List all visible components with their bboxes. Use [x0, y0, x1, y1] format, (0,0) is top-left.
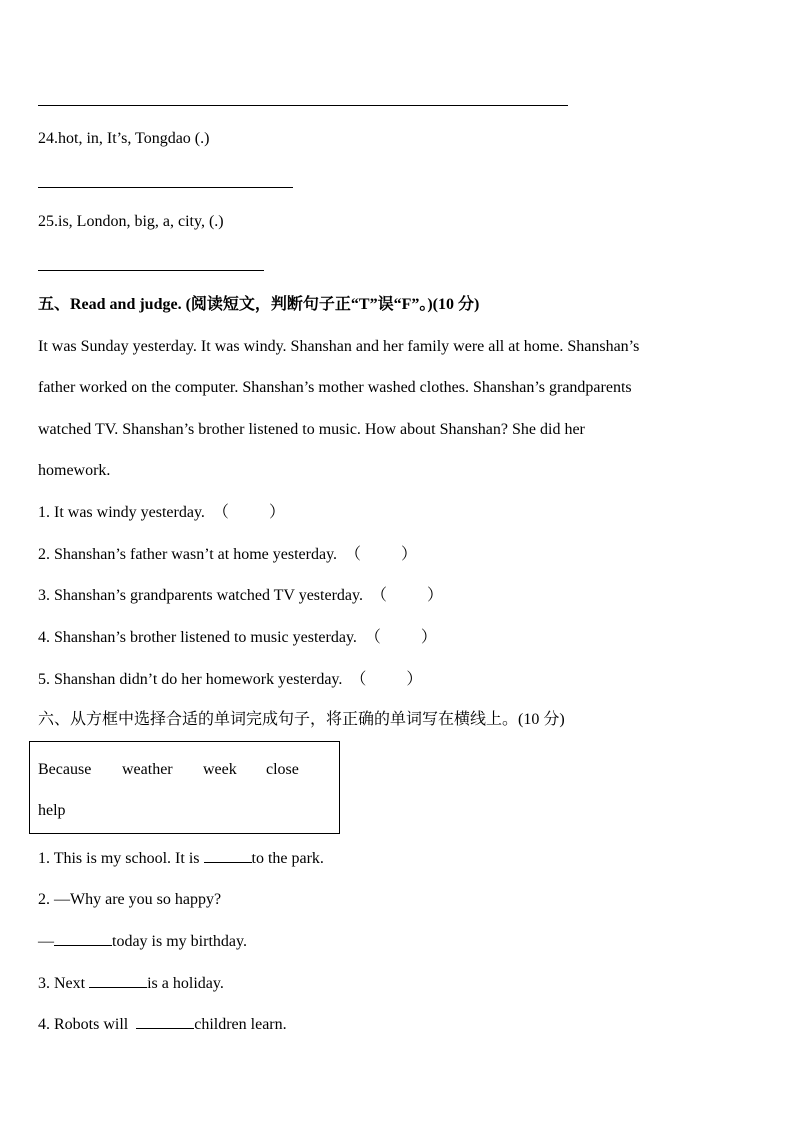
answer-paren-open[interactable]: （ [212, 504, 229, 521]
word-option: week [203, 761, 237, 778]
fill-question-text: is a holiday. [147, 975, 224, 992]
judge-item-5 [38, 670, 422, 690]
fill-question-text: 3. Next [38, 975, 90, 992]
passage-line-2: father worked on the computer. Shanshan’s mother washed clothes. Shanshan’s grandparents [38, 379, 632, 396]
fill-question-text: to the park. [251, 850, 324, 867]
answer-paren-close: ） [268, 504, 285, 521]
judge-item-text: 1. It was windy yesterday. [38, 504, 205, 521]
word-option: help [38, 802, 66, 819]
answer-line-25 [38, 270, 264, 271]
judge-item-text: 2. Shanshan’s father wasn’t at home yesterday. [38, 546, 338, 563]
answer-line-23 [38, 105, 568, 106]
passage-line-1: It was Sunday yesterday. It was windy. Shanshan and her family were all at home. Shanshan’s [38, 338, 640, 355]
judge-item-text: 3. Shanshan’s grandparents watched TV yesterday. [38, 587, 363, 604]
word-option: Because [38, 761, 92, 778]
question-24: 24.hot, in, It’s, Tongdao (.) [38, 130, 210, 147]
answer-paren-close: ） [426, 587, 443, 604]
section5-heading: 五、Read and judge. (阅读短文，判断句子正“T”误“F”。)(10 分) [38, 296, 480, 313]
fill-question-text: 1. This is my school. It is [38, 850, 204, 867]
judge-item-1 [38, 503, 285, 523]
judge-item-text: 5. Shanshan didn’t do her homework yesterday. [38, 671, 343, 688]
fill-question-1 [38, 848, 324, 869]
fill-question-3 [38, 973, 224, 994]
fill-question-text: today is my birthday. [112, 933, 247, 950]
fill-question-text: 4. Robots will [38, 1016, 133, 1033]
answer-line-24 [38, 187, 293, 188]
dash: — [38, 933, 54, 950]
fill-question-2: 2. —Why are you so happy? [38, 891, 222, 908]
passage-line-4: homework. [38, 462, 111, 479]
answer-paren-close: ） [406, 671, 423, 688]
word-box [29, 741, 340, 834]
answer-paren-open[interactable]: （ [350, 671, 367, 688]
answer-blank[interactable] [204, 848, 252, 863]
answer-paren-open[interactable]: （ [370, 587, 387, 604]
answer-paren-close: ） [420, 629, 437, 646]
answer-paren-open[interactable]: （ [345, 546, 362, 563]
fill-question-4 [38, 1014, 287, 1035]
answer-paren-open[interactable]: （ [364, 629, 381, 646]
fill-question-text: children learn. [194, 1016, 287, 1033]
answer-blank[interactable] [136, 1014, 194, 1029]
judge-item-text: 4. Shanshan’s brother listened to music yesterday. [38, 629, 357, 646]
answer-blank[interactable] [54, 931, 112, 946]
section6-heading: 六、从方框中选择合适的单词完成句子，将正确的单词写在横线上。(10 分) [38, 711, 565, 728]
answer-blank[interactable] [89, 973, 147, 988]
word-option: close [266, 761, 299, 778]
judge-item-3 [38, 586, 443, 606]
judge-item-2 [38, 545, 417, 565]
question-25: 25.is, London, big, a, city, (.) [38, 213, 224, 230]
passage-line-3: watched TV. Shanshan’s brother listened to music. How about Shanshan? She did her [38, 421, 585, 438]
fill-question-2-answer [38, 931, 247, 952]
judge-item-4 [38, 628, 437, 648]
answer-paren-close: ） [401, 546, 418, 563]
word-option: weather [122, 761, 173, 778]
